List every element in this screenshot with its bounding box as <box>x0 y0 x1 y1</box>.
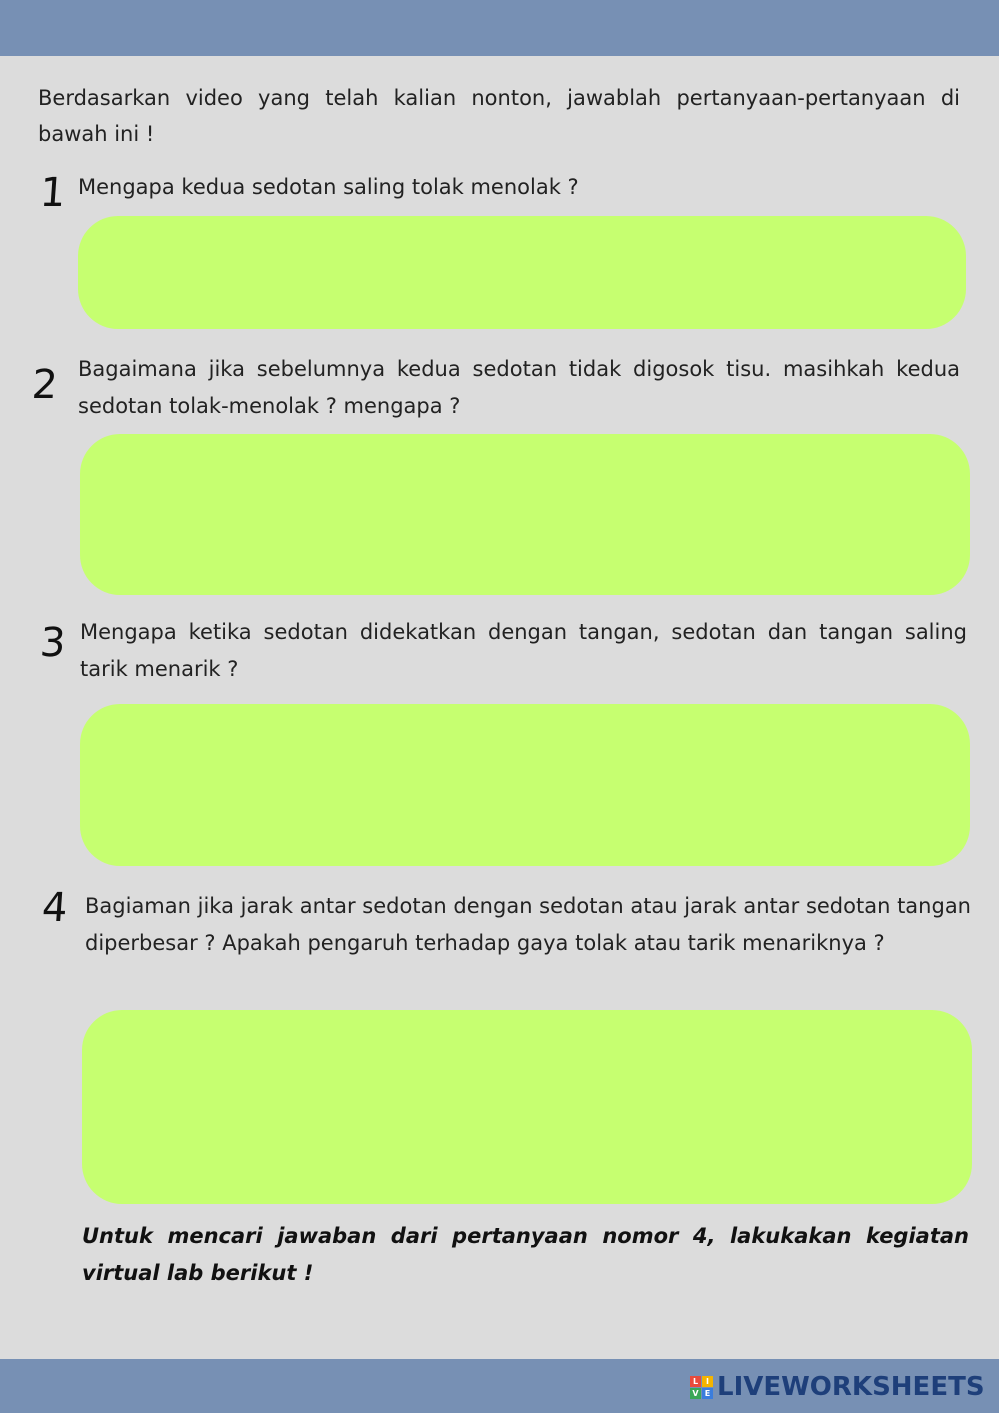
liveworksheets-logo-icon <box>690 1376 713 1399</box>
answer-box-2[interactable] <box>80 434 970 595</box>
logo-letter-i: I <box>702 1376 713 1387</box>
instructions-text: Berdasarkan video yang telah kalian nonton, jawablah pertanyaan-pertanyaan di bawah ini ! <box>38 86 960 146</box>
liveworksheets-logo-text: LIVEWORKSHEETS <box>717 1372 985 1402</box>
question-number-2: 2 <box>30 362 60 408</box>
answer-box-4[interactable] <box>82 1010 972 1204</box>
logo-letter-v: V <box>690 1388 701 1399</box>
question-number-3: 3 <box>38 620 68 666</box>
question-text-2: Bagaimana jika sebelumnya kedua sedotan tidak digosok tisu. masihkah kedua sedotan tolak-menolak ? mengapa ? <box>78 357 960 418</box>
question-text-4: Bagiaman jika jarak antar sedotan dengan sedotan atau jarak antar sedotan tangan diperbesar ? Apakah pengaruh terhadap gaya tolak atau tarik menariknya ? <box>85 894 971 955</box>
logo-letter-l: L <box>690 1376 701 1387</box>
header-bar <box>0 0 999 56</box>
question-text-1: Mengapa kedua sedotan saling tolak menolak ? <box>78 175 579 199</box>
question-text-3: Mengapa ketika sedotan didekatkan dengan tangan, sedotan dan tangan saling tarik menarik ? <box>80 620 967 681</box>
question-number-4: 4 <box>40 885 70 931</box>
liveworksheets-logo <box>690 1371 985 1403</box>
answer-box-1[interactable] <box>78 216 966 329</box>
answer-box-3[interactable] <box>80 704 970 866</box>
logo-letter-e: E <box>702 1388 713 1399</box>
virtual-lab-note: Untuk mencari jawaban dari pertanyaan nomor 4, lakukakan kegiatan virtual lab berikut ! <box>82 1224 969 1285</box>
question-number-1: 1 <box>38 170 68 216</box>
